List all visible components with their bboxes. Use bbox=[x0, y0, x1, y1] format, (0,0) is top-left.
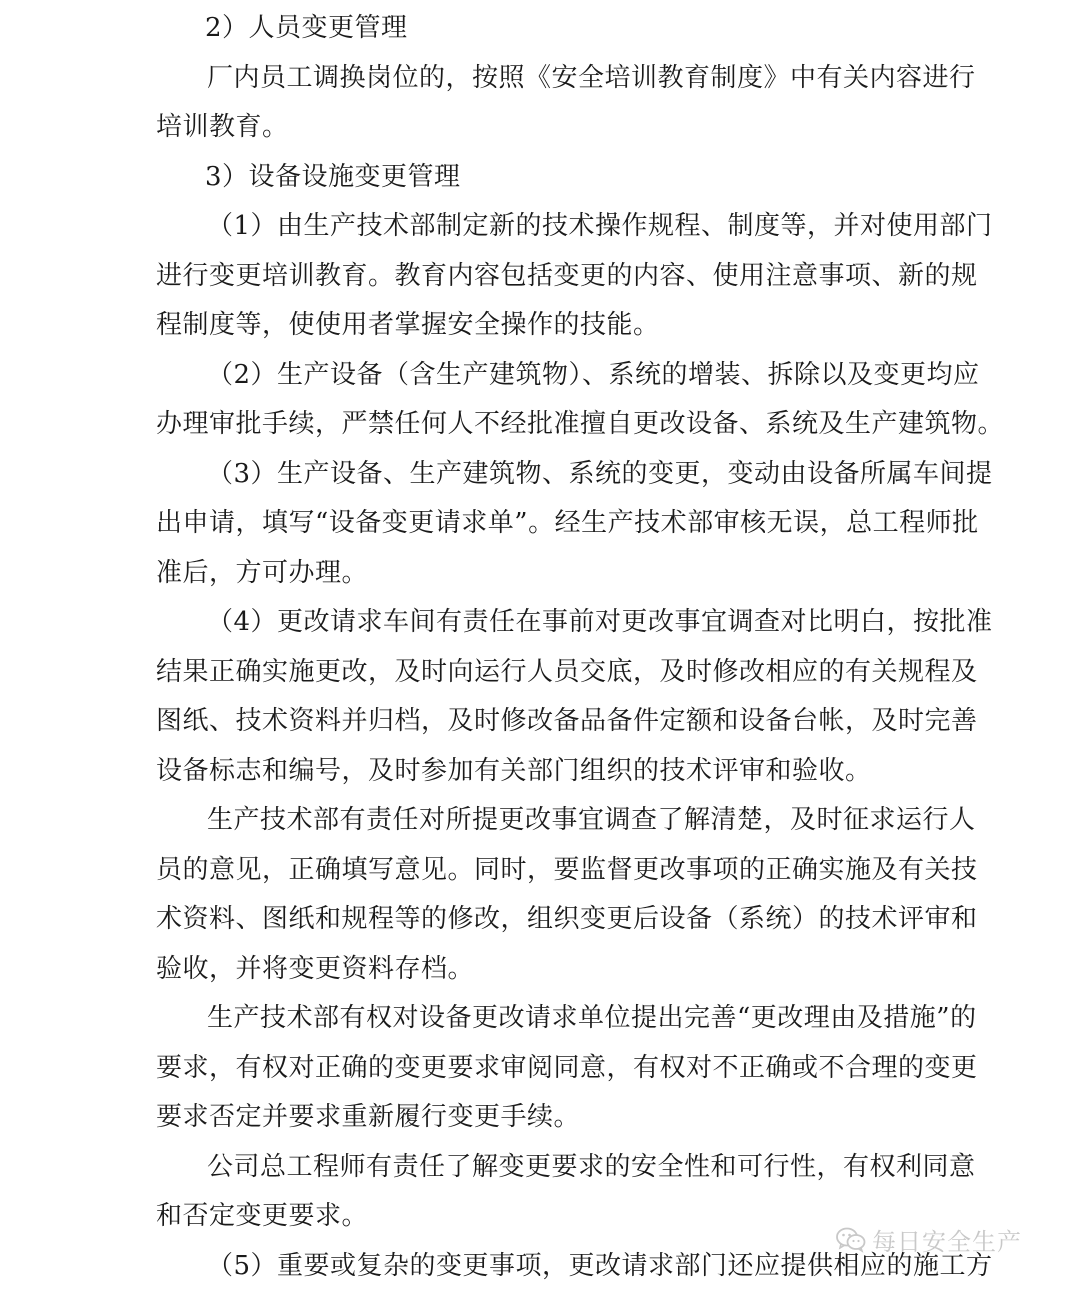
watermark-text: 每日安全生产 bbox=[872, 1228, 1022, 1256]
paragraph-line: 出申请，填写“设备变更请求单”。经生产技术部审核无误，总工程师批 bbox=[156, 508, 979, 538]
paragraph-line: 员的意见，正确填写意见。同时，要监督更改事项的正确实施及有关技 bbox=[156, 855, 978, 885]
paragraph-line: 厂内员工调换岗位的，按照《安全培训教育制度》中有关内容进行 bbox=[207, 63, 976, 93]
paragraph-line: 程制度等，使使用者掌握安全操作的技能。 bbox=[156, 310, 660, 340]
paragraph-line: 生产技术部有权对设备更改请求单位提出完善“更改理由及措施”的 bbox=[207, 1003, 977, 1033]
paragraph-line: 办理审批手续，严禁任何人不经批准擅自更改设备、系统及生产建筑物。 bbox=[156, 409, 1005, 439]
paragraph-line: （4）更改请求车间有责任在事前对更改事宜调查对比明白，按批准 bbox=[207, 607, 993, 637]
paragraph-line: 图纸、技术资料并归档，及时修改备品备件定额和设备台帐，及时完善 bbox=[156, 706, 978, 736]
paragraph-line: （1）由生产技术部制定新的技术操作规程、制度等，并对使用部门 bbox=[207, 211, 993, 241]
paragraph-line: 和否定变更要求。 bbox=[156, 1201, 369, 1231]
paragraph-line: 培训教育。 bbox=[156, 112, 289, 142]
paragraph-line: 结果正确实施更改，及时向运行人员交底，及时修改相应的有关规程及 bbox=[156, 657, 978, 687]
section-heading: 2）人员变更管理 bbox=[205, 13, 408, 43]
paragraph-line: 公司总工程师有责任了解变更要求的安全性和可行性，有权利同意 bbox=[207, 1152, 976, 1182]
paragraph-line: 验收，并将变更资料存档。 bbox=[156, 954, 475, 984]
paragraph-line: 进行变更培训教育。教育内容包括变更的内容、使用注意事项、新的规 bbox=[156, 261, 978, 291]
paragraph-line: （5）重要或复杂的变更事项，更改请求部门还应提供相应的施工方 bbox=[207, 1251, 993, 1281]
section-heading: 3）设备设施变更管理 bbox=[205, 162, 461, 192]
paragraph-line: （2）生产设备（含生产建筑物）、系统的增装、拆除以及变更均应 bbox=[207, 360, 980, 390]
paragraph-line: 准后，方可办理。 bbox=[156, 558, 369, 588]
wechat-icon bbox=[836, 1227, 866, 1253]
paragraph-line: 设备标志和编号，及时参加有关部门组织的技术评审和验收。 bbox=[156, 756, 872, 786]
paragraph-line: （3）生产设备、生产建筑物、系统的变更，变动由设备所属车间提 bbox=[207, 459, 993, 489]
paragraph-line: 生产技术部有责任对所提更改事宜调查了解清楚，及时征求运行人 bbox=[207, 805, 976, 835]
watermark bbox=[836, 1222, 1022, 1257]
paragraph-line: 要求，有权对正确的变更要求审阅同意，有权对不正确或不合理的变更 bbox=[156, 1053, 978, 1083]
paragraph-line: 要求否定并要求重新履行变更手续。 bbox=[156, 1102, 581, 1132]
paragraph-line: 术资料、图纸和规程等的修改，组织变更后设备（系统）的技术评审和 bbox=[156, 904, 978, 934]
